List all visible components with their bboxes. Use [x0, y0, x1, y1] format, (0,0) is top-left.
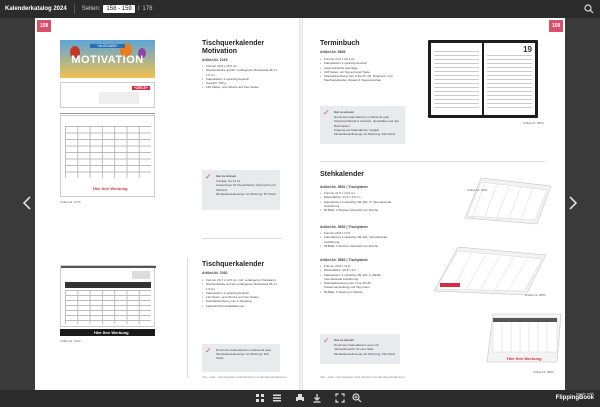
image-word: MOTIVATION [71, 54, 144, 66]
quote-block [99, 92, 139, 104]
page-separator: / [137, 6, 140, 12]
planner-left-page [431, 43, 482, 115]
section-divider [202, 238, 282, 239]
image-caption: Artikel-Nr. 1062 [60, 339, 81, 343]
spiral-binding [60, 113, 155, 114]
planner-lines [487, 55, 532, 111]
section-divider [320, 161, 545, 162]
bottom-toolbar [0, 390, 600, 407]
article-number: Artikel-Nr. 1015 [202, 58, 228, 62]
info-box: ✓ Gut zu wissen Druck des Kalendariums grau mit Jahresübersicht für eine Seite Mindestbestellmenge mit Werbung: 100 Stück [320, 334, 400, 364]
book-spread [35, 18, 565, 390]
article-number: Artikel-Nr. 9809 [320, 50, 346, 54]
article-number: Artikel-Nr. 9652 | Tischplaner [320, 225, 368, 229]
info-box: ✓ Druck des Kalendariums umfassend grau Mindestbestellmenge mit Werbung: 100 Stück [202, 344, 280, 372]
brand-label: FlippingBook [555, 395, 594, 401]
catalog-title: Kalenderkatalog 2024 [5, 6, 67, 12]
left-page-number: 158 [37, 20, 51, 32]
motivation-calendar-page [60, 82, 155, 108]
product-title: Stehkalender [320, 171, 364, 178]
fullscreen-icon[interactable] [335, 393, 345, 403]
product-bullets: • Format: 14,5 x 20,4 cm • Kalendarium 1-sprachig deutsch • österreichische Feiertage • 128 Seiten, ein Tag auf einer Seite • Standardwerbung zum 0 die 21 Uhr, Ringbuch- und Taschenkalender, Zuweis 6 Tagesvorschau [320, 57, 405, 83]
column-divider [187, 258, 188, 378]
page-navigator [82, 5, 153, 13]
article-number: Artikel-Nr. 9663 | Tischplaner [320, 258, 368, 262]
footnote: Info-, stab- und Vorgaben sind ähnlich und ständige Reaktionen. [202, 375, 288, 379]
planner-date: 19 [523, 45, 532, 54]
top-toolbar [0, 0, 600, 18]
list-view-icon[interactable] [272, 393, 282, 403]
search-icon[interactable] [584, 4, 594, 14]
made-with-label: made with [575, 391, 594, 396]
toolbar-divider [74, 4, 75, 14]
motivation-calendar-grid [60, 115, 155, 197]
header-bar [65, 282, 151, 288]
checkmark-icon: ✓ [205, 346, 212, 355]
right-page-number: 159 [549, 20, 563, 32]
product-bullets: • Format: 29,8 x 15,5 cm • Wochenblöcke auf der verlängerten Rückwand 29,4 x 1,5 cm • Kalendarium 1-sprachig deutsch • Gewicht: 195 g • 120 Seiten, eine Woche auf zwei Seiten [202, 64, 280, 90]
next-arrow-icon[interactable] [568, 196, 578, 210]
checkmark-icon: ✓ [323, 108, 330, 117]
total-pages: 178 [142, 6, 153, 12]
image-caption: Artikel-Nr. 1015 [60, 200, 81, 204]
article-number: Artikel-Nr. 9651 | Tischplaner [320, 185, 368, 189]
tent-calendar-image [463, 168, 553, 228]
current-page-input[interactable]: 158 - 159 [103, 5, 134, 13]
prev-arrow-icon[interactable] [22, 196, 32, 210]
grid-view-icon[interactable] [255, 393, 265, 403]
product-title: Tischquerkalender [202, 261, 265, 268]
product-bullets: • Format: 29,7 x 10,5 cm, inkl. verlängerter Rückwand • Wochenblöcke auf der verlängerten Rückwand 29,4 x 1,5 cm • Kalendarium 1-sprachig deutsch • 112 Seiten, eine Woche auf zwei Seiten • Standardwerbung zum 1-Sprachig • Farbzell Chromstahlklammer [202, 278, 280, 308]
planner-right-page [484, 43, 535, 115]
zoom-icon[interactable] [352, 393, 362, 403]
image-caption: Artikel-Nr. 9651 [467, 188, 488, 192]
product-title: Terminbuch [320, 40, 360, 47]
print-icon[interactable] [295, 393, 305, 403]
book-spine [299, 18, 303, 390]
ad-label: Hier Ihre Werbung [93, 186, 128, 191]
flippingbook-badge[interactable] [556, 391, 594, 401]
product-title: Tischquerkalender Motivation [202, 40, 265, 55]
planner-lines [434, 51, 479, 111]
week-grid [65, 290, 151, 324]
product-bullets: • Format: 29,8 x 17,8 • Kalendarium 1-sprachig: DE, EN, Internationale Ausführung • 56 Blatt, 1 Wochen Übersicht pro Woche [320, 231, 398, 248]
desk-calendar-image [60, 265, 155, 327]
motivation-calendar-image [60, 40, 155, 78]
spiral-binding [61, 266, 156, 268]
checkmark-icon: ✓ [323, 336, 330, 345]
ad-label: Hier Ihre Werbung [507, 356, 542, 361]
info-box: ✓ Gut zu wissen Vorrätig: bis 31.12. Kostenfreier für Deutschland, Österreich und Schweiz Mindestbestellmenge mit Werbung: 50 Stück [202, 170, 280, 210]
download-icon[interactable] [312, 393, 322, 403]
article-number: Artikel-Nr. 1062 [202, 271, 228, 275]
checkmark-icon: ✓ [205, 172, 212, 181]
image-tag: +ZIELE+ [133, 86, 148, 90]
pages-label: Seiten: [81, 6, 101, 12]
image-caption: Artikel-Nr. 9663 [533, 370, 554, 374]
footnote: Info-, stab- und Vorgaben sind ähnlich und ständige Reaktionen. [320, 375, 406, 379]
month-mini [132, 271, 150, 279]
info-box: ✓ Gut zu wissen Druck des Kalendariums umfassend grau Schwarzeinband in schwarz, dunkelblau und den Buchrücken Prägung auf Kalendarium möglich Mindestbestellmenge mit Werbung: 100 Stück [320, 106, 405, 144]
calendar-base: Hier Ihre Werbung [60, 329, 155, 336]
week-grid [65, 126, 151, 178]
tent-calendar-image [430, 243, 550, 298]
image-caption: Artikel-Nr. 9652 [525, 293, 546, 297]
product-bullets: • Format: 29,8 x 11,8 • Werbefläche: 29,8 x 3,2 • Kalendarium 1-sprachig: DE, EN, 2, DEVE, Internationale Ausführung • Standardwerbung zum 1 bis 25 Uhr, Zusammenstellung und Tag Linien • 56 Blatt, 1 Woche pro Woche [320, 264, 398, 294]
terminbuch-image [428, 40, 538, 118]
image-banner: +AUSGABE+ [90, 44, 125, 48]
product-bullets: • Format: 21,5 x 14,5 cm • Werbefläche: 21,5 x 4,5 cm • Kalendarium 1-sprachig: DE, EN, IT, Internationale Ausführung • 56 Blatt, 2 Wochen Übersicht pro Woche [320, 191, 398, 212]
image-caption: Artikel-Nr. 9809 [523, 121, 544, 125]
